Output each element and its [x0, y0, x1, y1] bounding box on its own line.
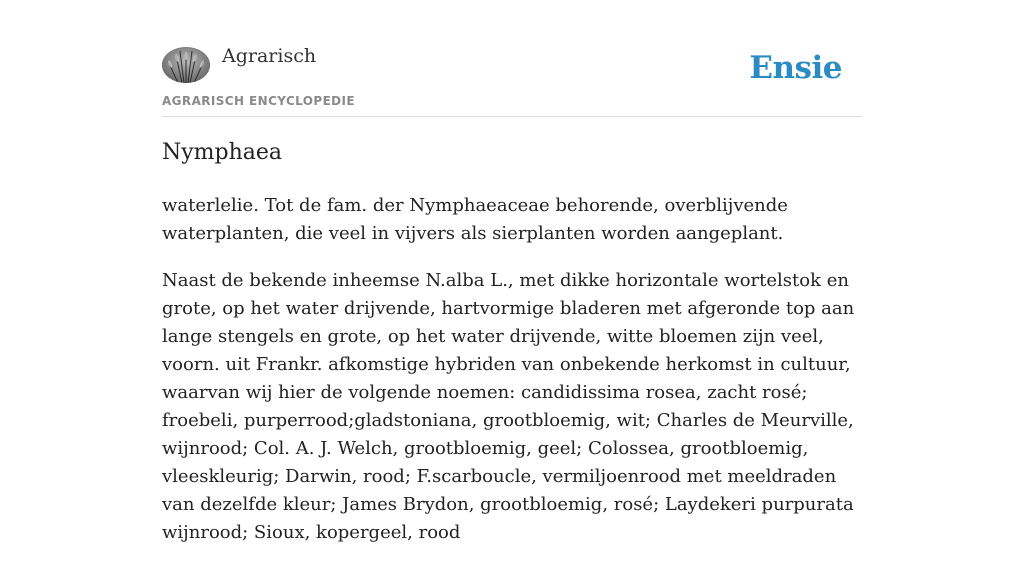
header	[162, 0, 862, 117]
wheat-logo-icon[interactable]	[162, 47, 210, 83]
source-subtitle: AGRARISCH ENCYCLOPEDIE	[162, 94, 355, 108]
brand-logo[interactable]: Ensie	[749, 50, 842, 86]
article-paragraph: waterlelie. Tot de fam. der Nymphaeaceae behorende, overblijvende waterplanten, die veel in vijvers als sierplanten worden aangeplant.	[162, 195, 788, 244]
article-title: Nymphaea	[162, 140, 283, 165]
article-body	[162, 192, 862, 566]
source-name[interactable]: Agrarisch	[222, 45, 317, 67]
article-paragraph: Naast de bekende inheemse N.alba L., met dikke horizontale wortelstok en grote, op het water drijvende, hartvormige bladeren met afgeronde top aan lange stengels en grote, op het water drijvende, witte bloemen zijn veel, voorn. uit Frankr. afkomstige hybriden van onbekende herkomst in cultuur, waarvan wij hier de volgende noemen: candidissima rosea, zacht rosé; froebeli, purperrood;gladstoniana, grootbloemig, wit; Charles de Meurville, wijnrood; Col. A. J. Welch, grootbloemig, geel; Colossea, grootbloemig, vleeskleurig; Darwin, rood; F.scarboucle, vermiljoenrood met meeldraden van dezelfde kleur; James Brydon, grootbloemig, rosé; Laydekeri purpurata wijnrood; Sioux, kopergeel, rood	[162, 270, 855, 543]
page	[162, 0, 862, 543]
